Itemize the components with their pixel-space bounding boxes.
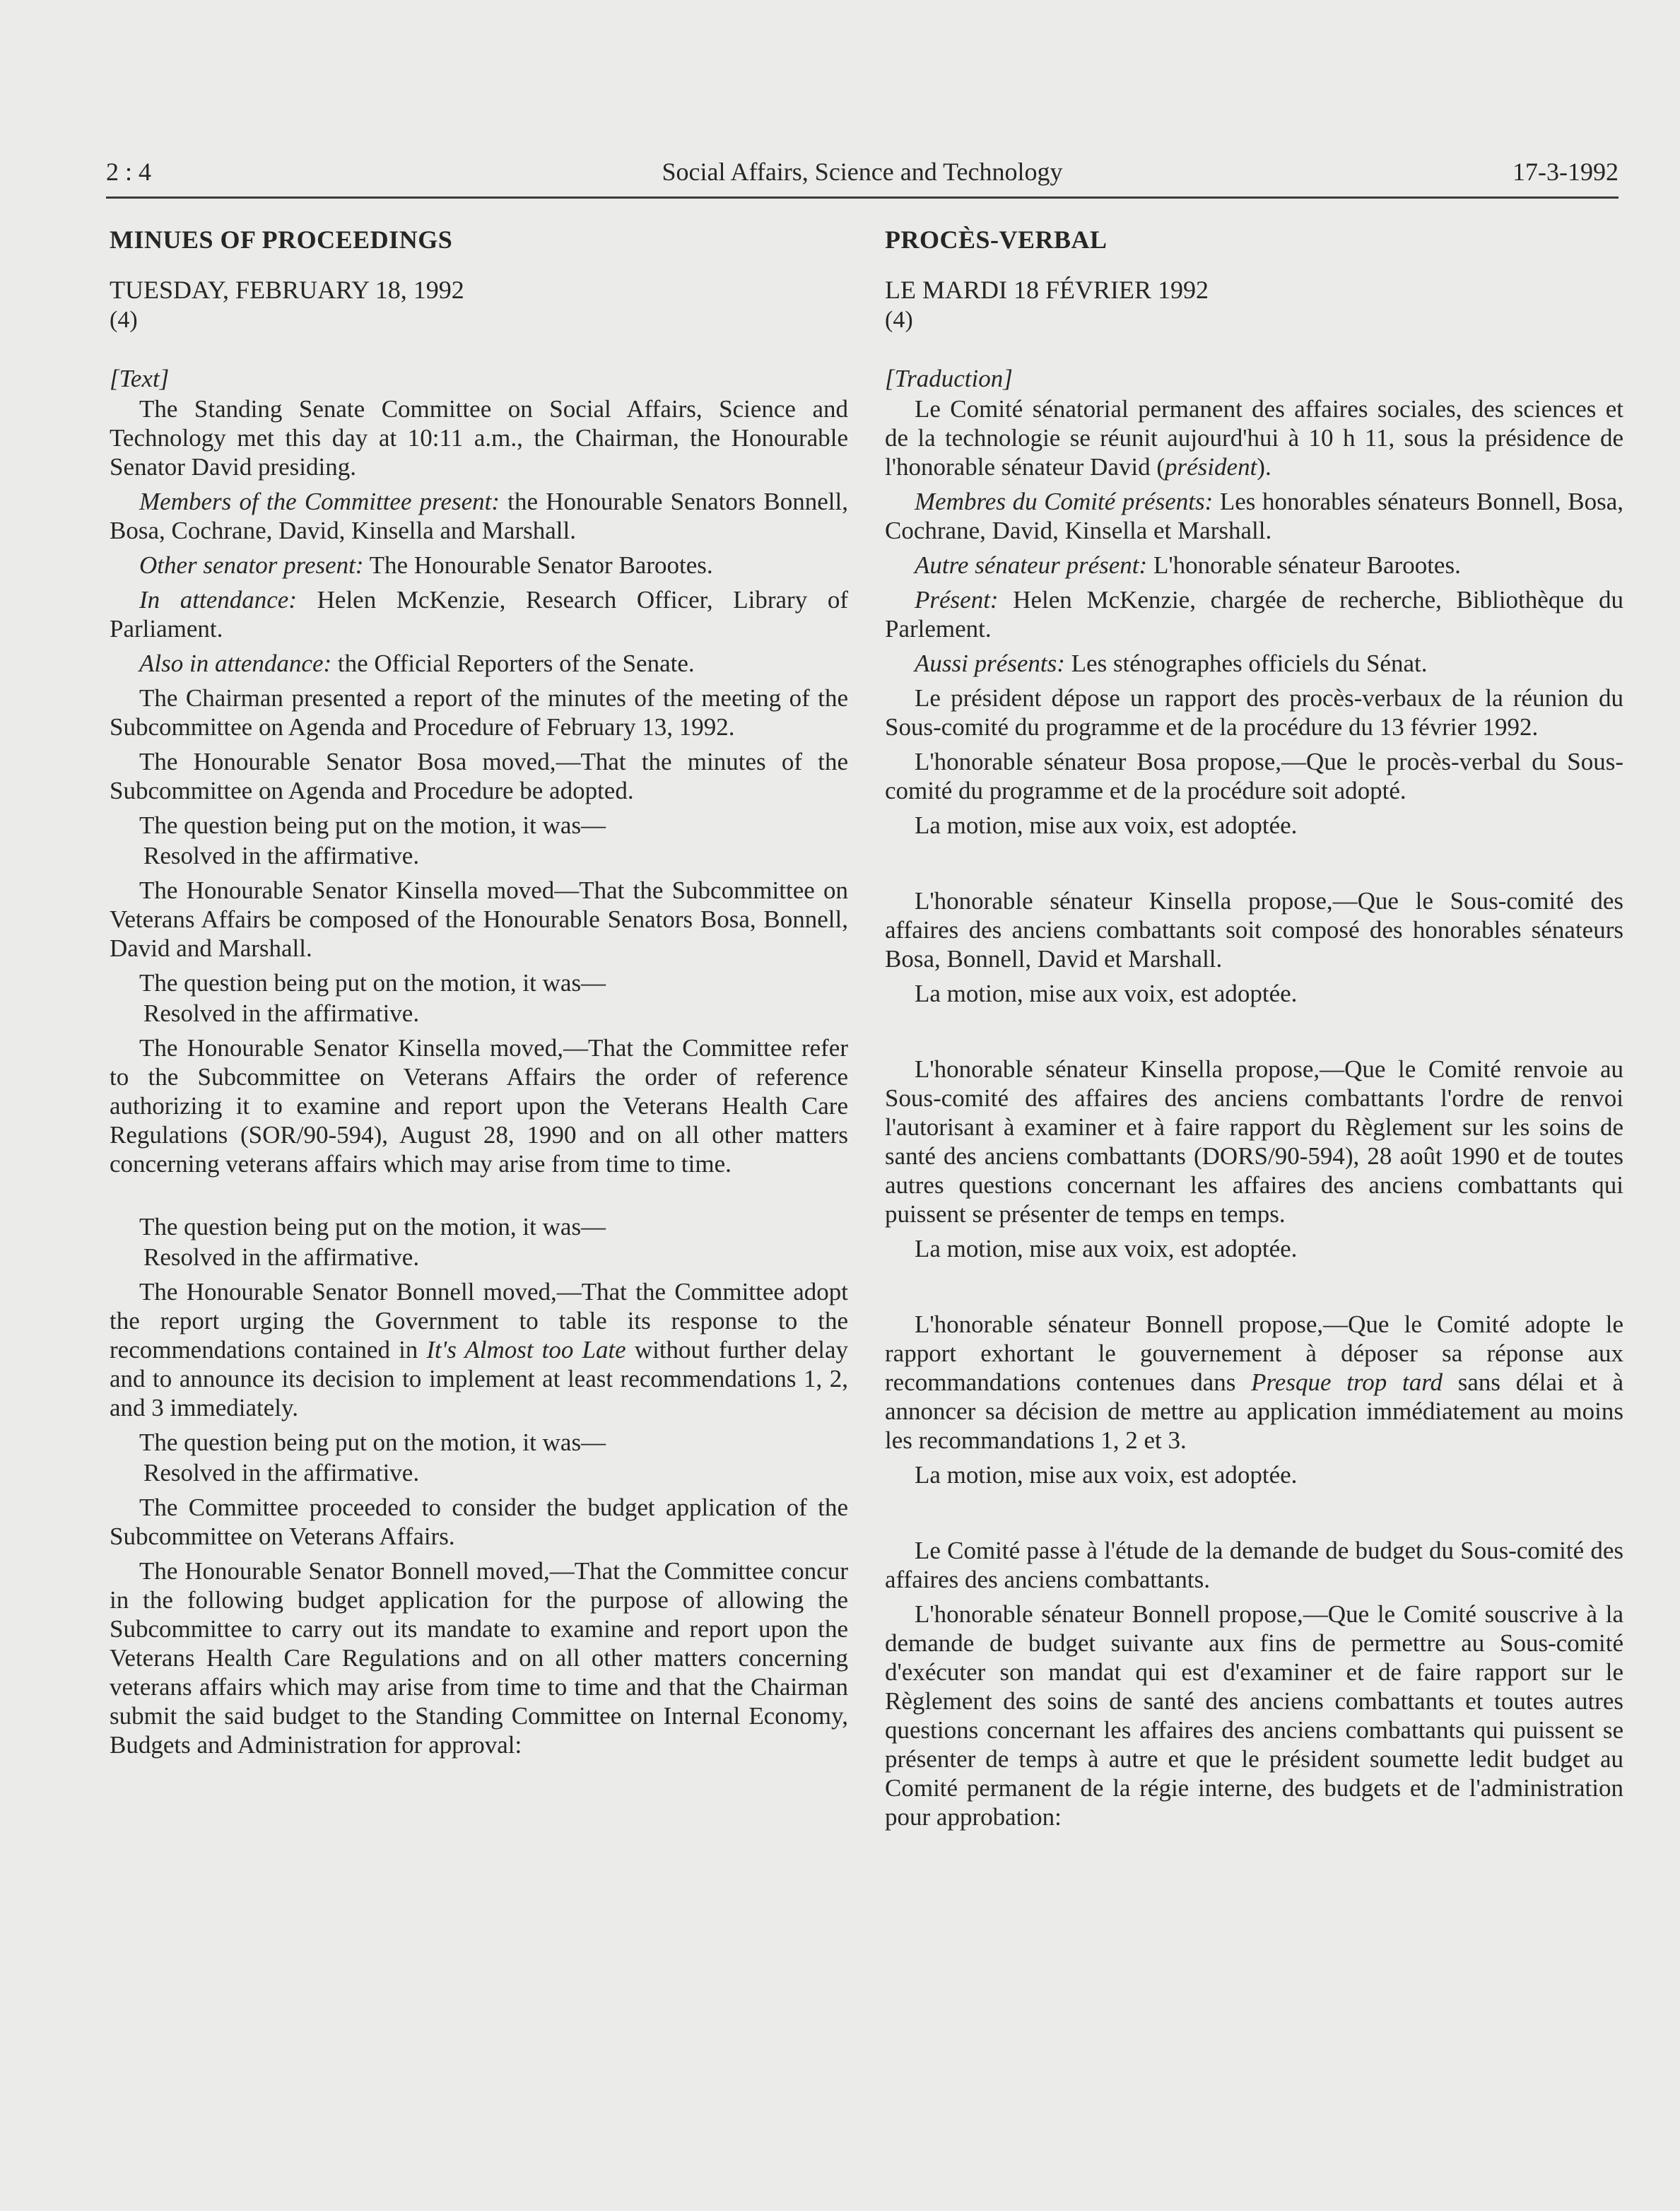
role-label: président <box>1165 453 1257 481</box>
resolution-line: Resolved in the affirmative. <box>143 999 420 1027</box>
paragraph <box>110 487 848 545</box>
running-title: Social Affairs, Science and Technology <box>662 158 1063 186</box>
paragraph-text: Les sténographes officiels du Sénat. <box>1064 650 1428 677</box>
paragraph <box>885 487 1623 545</box>
paragraph <box>110 649 848 678</box>
paragraph-text: ). <box>1257 453 1271 481</box>
meeting-date: TUESDAY, FEBRUARY 18, 1992 <box>110 276 464 304</box>
paragraph-text: Le Comité sénatorial permanent des affaires sociales, des sciences et de la technologie se réunit aujourd'hui à 10 h 11, sous la présidence de l'honorable sénateur David ( <box>885 395 1623 481</box>
page-header <box>106 154 1619 199</box>
lead-label: Autre sénateur présent: <box>915 551 1148 579</box>
paragraph-text: sans délai et à annoncer sa décision de mettre au application immédiatement au moins les recommandations 1, 2 et 3. <box>885 1368 1624 1454</box>
paragraph-text: the Official Reporters of the Senate. <box>331 650 695 677</box>
paragraph-text: L'honorable sénateur Barootes. <box>1147 551 1461 579</box>
text-marker: [Text] <box>110 365 170 392</box>
paragraph <box>110 1277 848 1422</box>
lead-label: Members of the Committee present: <box>139 488 500 515</box>
question-line: The question being put on the motion, it was— <box>139 1429 606 1456</box>
paragraph <box>110 551 848 580</box>
paragraph <box>885 394 1623 481</box>
paragraph <box>110 585 848 643</box>
lead-label: In attendance: <box>139 586 297 614</box>
motion-result: La motion, mise aux voix, est adoptée. <box>915 1235 1298 1262</box>
paragraph: L'honorable sénateur Bosa propose,—Que le procès-verbal du Sous-comité du programme et de la procédure soit adopté. <box>885 748 1623 804</box>
paragraph-text: Helen McKenzie, Research Officer, Library of Parliament. <box>110 586 848 643</box>
paragraph: The Honourable Senator Bosa moved,—That the minutes of the Subcommittee on Agenda and Procedure be adopted. <box>110 748 848 804</box>
motion-result: La motion, mise aux voix, est adoptée. <box>915 811 1298 839</box>
paragraph: L'honorable sénateur Kinsella propose,—Que le Comité renvoie au Sous-comité des affaires des anciens combattants l'ordre de renvoi l'autorisant à examiner et à faire rapport du Règlement sur les soins de santé des anciens combattants (DORS/90-594), 28 août 1990 et de toutes autres questions concernant les affaires des anciens combattants qui puissent se présenter de temps en temps. <box>885 1055 1623 1228</box>
question-line: The question being put on the motion, it was— <box>139 1213 606 1241</box>
lead-label: Other senator present: <box>139 551 364 579</box>
paragraph <box>885 585 1623 643</box>
paragraph-text: The Honourable Senator Bonnell moved,—That the Committee adopt the report urging the Government to table its response to the recommendations contained in <box>110 1278 848 1363</box>
report-title: It's Almost too Late <box>426 1336 626 1363</box>
paragraph-text: without further delay and to announce its decision to implement at least recommendations 1, 2, and 3 immediately. <box>110 1336 848 1421</box>
meeting-number: (4) <box>110 307 138 333</box>
paragraph: The Honourable Senator Bonnell moved,—That the Committee concur in the following budget application for the purpose of allowing the Subcommittee to carry out its mandate to examine and report upon the Veterans Health Care Regulations and on all other matters concerning veterans affairs which may arise from time to time and that the Chairman submit the said budget to the Standing Committee on Internal Economy, Budgets and Administration for approval: <box>110 1557 848 1759</box>
question-line: The question being put on the motion, it was— <box>139 969 606 997</box>
paragraph-text: The Honourable Senator Barootes. <box>363 551 713 579</box>
resolution-line: Resolved in the affirmative. <box>143 1459 420 1486</box>
paragraph: The Honourable Senator Kinsella moved,—That the Committee refer to the Subcommittee on Veterans Affairs the order of reference authorizing it to examine and report upon the Veterans Health Care Regulations (SOR/90-594), August 28, 1990 and on all other matters concerning veterans affairs which may arise from time to time. <box>110 1034 848 1178</box>
motion-result: La motion, mise aux voix, est adoptée. <box>915 980 1298 1007</box>
english-column <box>110 225 848 1765</box>
paragraph: The Chairman presented a report of the minutes of the meeting of the Subcommittee on Agenda and Procedure of February 13, 1992. <box>110 684 848 741</box>
paragraph <box>885 551 1623 580</box>
meeting-date: LE MARDI 18 FÉVRIER 1992 <box>885 276 1209 304</box>
paragraph: Le Comité passe à l'étude de la demande de budget du Sous-comité des affaires des anciens combattants. <box>885 1537 1623 1593</box>
paragraph-text: the Honourable Senators Bonnell, Bosa, Cochrane, David, Kinsella and Marshall. <box>110 488 848 544</box>
lead-label: Présent: <box>915 586 999 614</box>
translation-marker: [Traduction] <box>885 365 1013 392</box>
paragraph: L'honorable sénateur Kinsella propose,—Que le Sous-comité des affaires des anciens combattants soit composé des honorables sénateurs Bosa, Bonnell, David et Marshall. <box>885 887 1623 973</box>
resolution-line: Resolved in the affirmative. <box>143 842 420 869</box>
lead-label: Aussi présents: <box>915 650 1065 677</box>
paragraph: The Honourable Senator Kinsella moved—That the Subcommittee on Veterans Affairs be composed of the Honourable Senators Bosa, Bonnell, David and Marshall. <box>110 876 848 962</box>
question-line: The question being put on the motion, it was— <box>139 811 606 839</box>
french-column <box>885 225 1623 1837</box>
paragraph <box>885 649 1623 678</box>
lead-label: Membres du Comité présents: <box>915 488 1214 515</box>
meeting-number: (4) <box>885 307 913 333</box>
report-title: Presque trop tard <box>1251 1368 1443 1396</box>
paragraph: Le président dépose un rapport des procès-verbaux de la réunion du Sous-comité du programme et de la procédure du 13 février 1992. <box>885 684 1623 741</box>
paragraph-text: L'honorable sénateur Bonnell propose,—Que le Comité adopte le rapport exhortant le gouvernement à déposer sa réponse aux recommandations contenues dans <box>885 1310 1623 1396</box>
resolution-line: Resolved in the affirmative. <box>143 1243 420 1271</box>
section-title: MINUES OF PROCEEDINGS <box>110 225 453 254</box>
motion-result: La motion, mise aux voix, est adoptée. <box>915 1461 1298 1489</box>
page-number: 2 : 4 <box>106 158 152 186</box>
paragraph-text: Les honorables sénateurs Bonnell, Bosa, Cochrane, David, Kinsella et Marshall. <box>885 488 1624 544</box>
header-date: 17-3-1992 <box>1512 158 1619 186</box>
lead-label: Also in attendance: <box>139 650 332 677</box>
paragraph: L'honorable sénateur Bonnell propose,—Que le Comité souscrive à la demande de budget suivante aux fins de permettre au Sous-comité d'exécuter son mandat qui est d'examiner et de faire rapport sur le Règlement des soins de santé des anciens combattants et toutes autres questions concernant les affaires des anciens combattants qui puissent se présenter de temps à autre et que le président soumette ledit budget au Comité permanent de la régie interne, des budgets et de l'administration pour approbation: <box>885 1600 1623 1831</box>
paragraph: The Standing Senate Committee on Social Affairs, Science and Technology met this day at 10:11 a.m., the Chairman, the Honourable Senator David presiding. <box>110 395 848 481</box>
section-title: PROCÈS-VERBAL <box>885 225 1108 254</box>
paragraph-text: Helen McKenzie, chargée de recherche, Bibliothèque du Parlement. <box>885 586 1623 643</box>
paragraph: The Committee proceeded to consider the budget application of the Subcommittee on Veterans Affairs. <box>110 1494 848 1550</box>
paragraph <box>885 1310 1623 1455</box>
